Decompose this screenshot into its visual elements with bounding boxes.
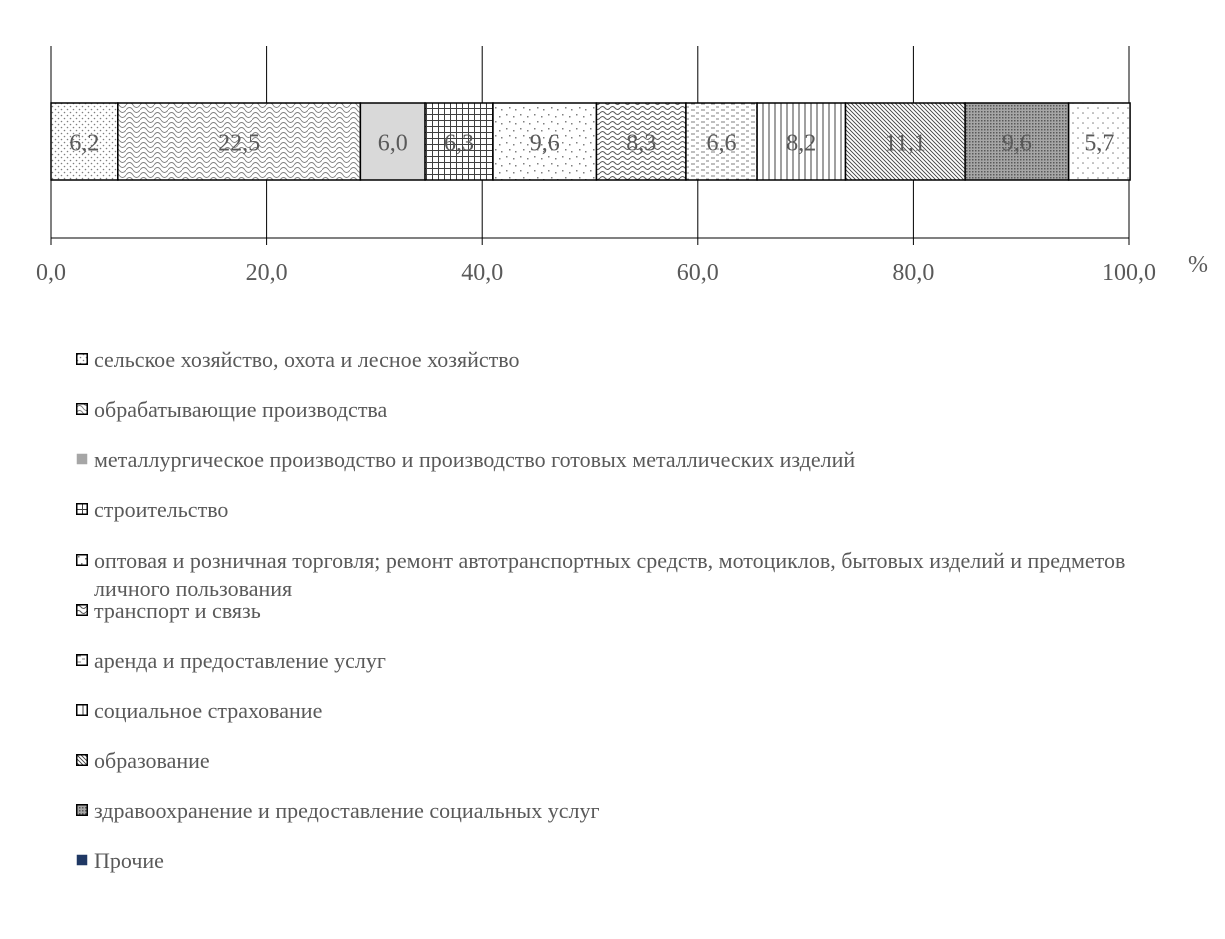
legend-label: Прочие [94,848,164,873]
legend-swatch [76,704,88,716]
x-axis-unit-label: % [1188,252,1208,278]
x-tick-label: 20,0 [245,260,288,286]
legend-swatch [76,604,88,616]
data-label-4: 6,3 [444,130,475,157]
legend-item [76,697,1186,725]
data-label-7: 6,6 [706,130,737,157]
legend-label: сельское хозяйство, охота и лесное хозяйство [94,347,520,372]
data-label-6: 8,3 [626,130,657,157]
legend-swatch [76,503,88,515]
legend-label: образование [94,748,210,773]
x-tick-label: 100,0 [1102,260,1156,286]
data-label-1: 6,2 [69,130,100,157]
legend-label: аренда и предоставление услуг [94,648,386,673]
legend-swatch [76,854,88,866]
data-label-11: 5,7 [1084,130,1115,157]
legend-label: здравоохранение и предоставление социальных услуг [94,798,600,823]
legend-swatch [76,754,88,766]
data-label-2: 22,5 [218,130,261,157]
legend-label: металлургическое производство и производство готовых металлических изделий [94,447,856,472]
x-tick-label: 0,0 [36,260,66,286]
legend-item [76,847,1186,875]
legend-item [76,597,1186,625]
legend-label: оптовая и розничная торговля; ремонт автотранспортных средств, мотоциклов, бытовых изделий и предметов личного пользования [94,548,1126,601]
legend-item [76,747,1186,775]
x-axis [36,238,1156,286]
legend-swatch [76,554,88,566]
legend-item [76,547,1186,603]
legend-swatch [76,804,88,816]
legend-label: обрабатывающие производства [94,397,388,422]
legend-label: социальное страхование [94,698,323,723]
legend-item [76,797,1186,825]
legend-swatch [76,353,88,365]
legend-label: строительство [94,497,229,522]
legend-item [76,346,1186,374]
bar-segments [51,103,1130,180]
x-tick-label: 40,0 [461,260,504,286]
stacked-bar-chart [0,0,1225,330]
legend-swatch [76,654,88,666]
legend-item [76,496,1186,524]
legend-label: транспорт и связь [94,598,261,623]
legend-swatch [76,403,88,415]
x-tick-label: 60,0 [676,260,719,286]
legend-item [76,647,1186,675]
legend-item [76,396,1186,424]
x-tick-label: 80,0 [892,260,935,286]
legend-swatch [76,453,88,465]
legend-item [76,446,1186,474]
data-label-5: 9,6 [529,130,560,157]
data-label-3: 6,0 [377,130,408,157]
data-label-10: 9,6 [1001,130,1032,157]
data-label-9: 11,1 [884,130,926,157]
data-label-8: 8,2 [786,130,817,157]
